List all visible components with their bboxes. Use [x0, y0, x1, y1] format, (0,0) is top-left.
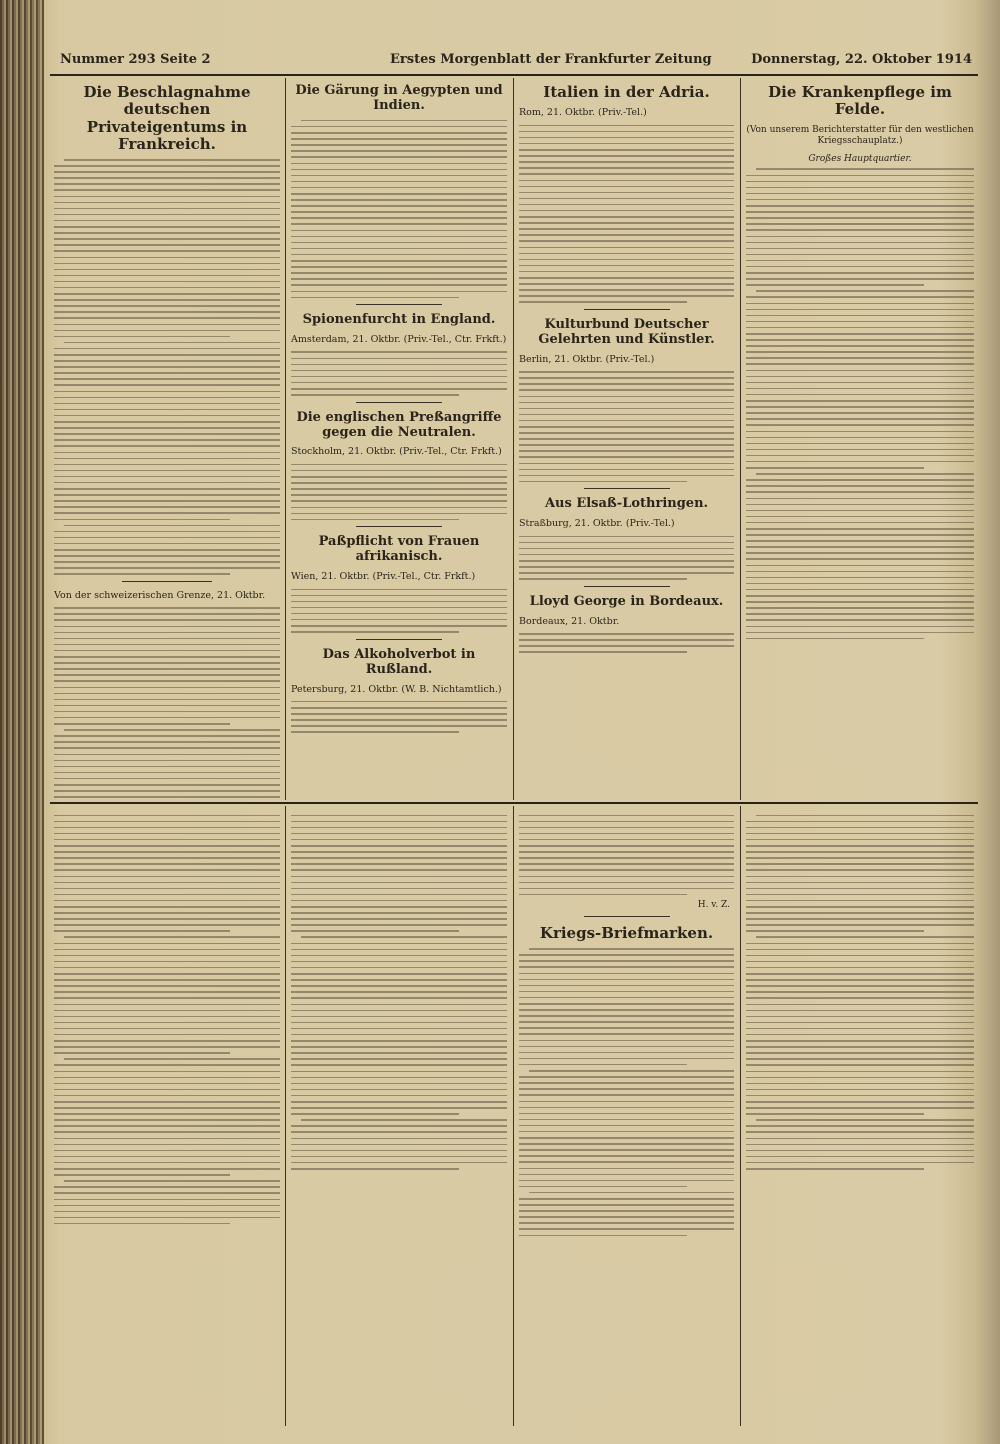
- article-body: [291, 815, 507, 1170]
- issue-number: Nummer 293 Seite 2: [60, 52, 211, 67]
- article-dateline: Petersburg, 21. Oktbr. (W. B. Nichtamtlich.): [291, 683, 502, 695]
- article-body: [291, 351, 507, 395]
- article-headline: Paßpflicht von Frauen afrikanisch.: [318, 534, 480, 565]
- article-body: [291, 120, 507, 298]
- article-body: [54, 815, 280, 1225]
- article-headline: Die Gärung in Aegypten und Indien.: [295, 83, 503, 113]
- article-headline: Spionenfurcht in England.: [302, 312, 496, 328]
- article-dateline: Straßburg, 21. Oktbr. (Priv.-Tel.): [519, 518, 675, 530]
- article-dateline: Amsterdam, 21. Oktbr. (Priv.-Tel., Ctr. Frkft.): [291, 334, 507, 346]
- article-body: [746, 815, 974, 1170]
- lower-column-4: [746, 810, 974, 1422]
- book-binding: [0, 0, 44, 1444]
- article-headline: Die Beschlagnahme deutschen Privateigentums in Frankreich.: [83, 83, 251, 153]
- masthead-line: [50, 48, 978, 76]
- article-body: [54, 159, 280, 575]
- article-headline: Aus Elsaß-Lothringen.: [544, 496, 709, 512]
- issue-date: Donnerstag, 22. Oktober 1914: [751, 52, 972, 67]
- article-dateline: Wien, 21. Oktbr. (Priv.-Tel., Ctr. Frkft.): [291, 571, 476, 583]
- article-body: [519, 371, 734, 482]
- article-body: [54, 607, 280, 798]
- column-2: [291, 82, 507, 798]
- article-body: [519, 948, 734, 1236]
- lower-column-3: [519, 810, 734, 1422]
- article-dateline: Stockholm, 21. Oktbr. (Priv.-Tel., Ctr. Frkft.): [291, 446, 502, 458]
- article-body: [291, 464, 507, 520]
- article-dateline: Großes Hauptquartier.: [808, 153, 912, 164]
- article-body: [291, 589, 507, 633]
- article-headline: Das Alkoholverbot in Rußland.: [322, 646, 476, 677]
- article-body: [519, 815, 734, 896]
- article-subtitle: (Von unserem Berichterstatter für den westlichen Kriegsschauplatz.): [746, 124, 974, 147]
- article-body: [519, 536, 734, 580]
- article-signature: H. v. Z.: [697, 899, 730, 910]
- column-4: [746, 82, 974, 798]
- newspaper-sheet: [50, 40, 978, 1430]
- article-body: [519, 125, 734, 303]
- article-headline: Italien in der Adria.: [543, 83, 710, 101]
- article-dateline: Rom, 21. Oktbr. (Priv.-Tel.): [519, 107, 647, 119]
- lower-column-1: [54, 810, 280, 1422]
- article-headline: Die Krankenpflege im Felde.: [768, 83, 952, 119]
- article-body: [291, 701, 507, 733]
- column-3: [519, 82, 734, 798]
- column-1: [54, 82, 280, 798]
- article-dateline: Bordeaux, 21. Oktbr.: [519, 615, 620, 627]
- lower-column-2: [291, 810, 507, 1422]
- article-headline: Kriegs-Briefmarken.: [539, 923, 714, 942]
- article-body: [519, 633, 734, 653]
- article-headline: Lloyd George in Bordeaux.: [529, 593, 724, 609]
- article-body: [746, 168, 974, 639]
- article-headline: Die englischen Preßangriffe gegen die Neutralen.: [296, 409, 502, 440]
- article-dateline: Von der schweizerischen Grenze, 21. Oktbr.: [54, 589, 266, 601]
- edition-title: Erstes Morgenblatt der Frankfurter Zeitung: [390, 52, 712, 67]
- article-dateline: Berlin, 21. Oktbr. (Priv.-Tel.): [519, 353, 655, 365]
- article-headline: Kulturbund Deutscher Gelehrten und Künstler.: [538, 316, 715, 347]
